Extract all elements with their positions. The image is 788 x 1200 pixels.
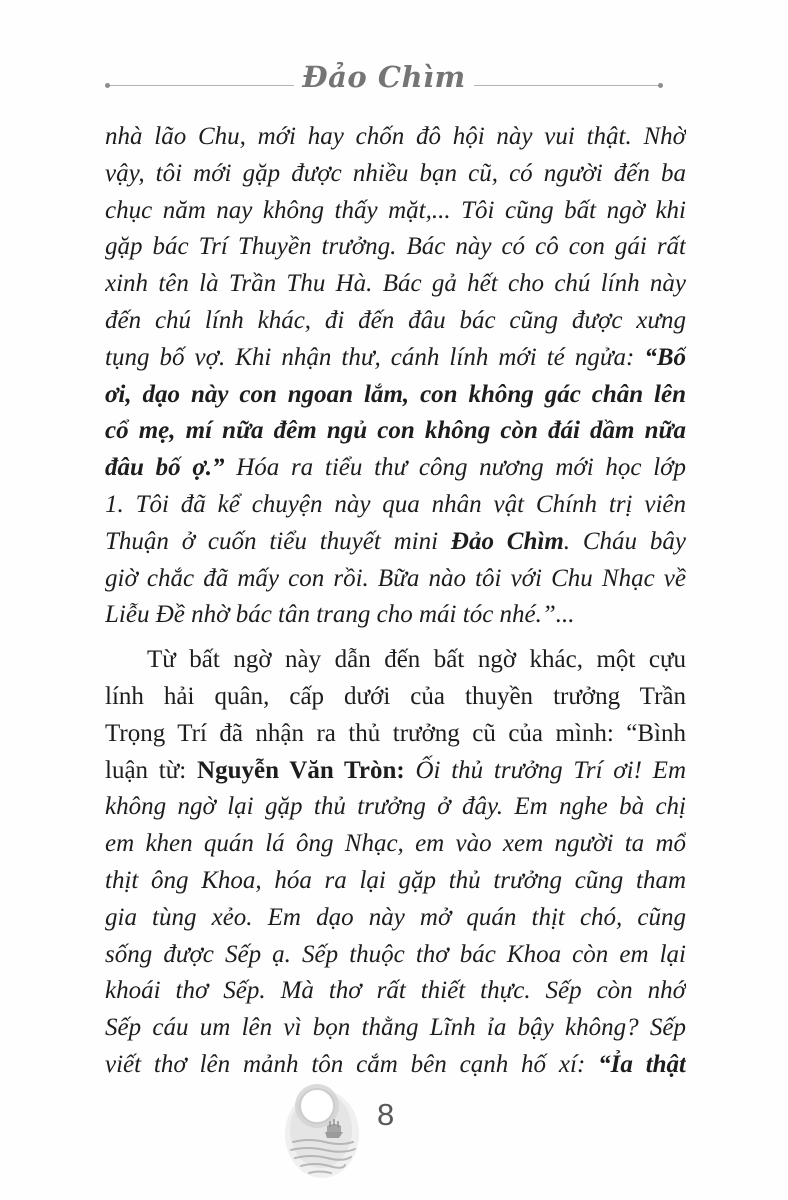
text-line — [105, 561, 686, 598]
text-line — [105, 597, 686, 634]
paragraph — [105, 642, 686, 1084]
text-line — [105, 973, 686, 1010]
text-segment: nhà lão Chu, mới hay chốn đô hội này vui thật. Nhờ — [105, 123, 686, 150]
text-line — [105, 1047, 686, 1084]
text-segment: gia tùng xẻo. Em dạo này mở quán thịt chó, cũng — [105, 903, 686, 931]
text-line — [105, 450, 686, 487]
text-segment: . Cháu bây — [563, 527, 686, 555]
text-segment: “Bố — [644, 343, 686, 371]
text-line — [105, 789, 686, 826]
text-line — [105, 487, 686, 524]
text-line — [105, 266, 686, 303]
text-segment: khoái thơ Sếp. Mà thơ rất thiết thực. Sếp còn nhớ — [105, 977, 686, 1005]
text-segment: chục năm nay không thấy mặt,... Tôi cũng bất ngờ khi — [105, 196, 686, 224]
text-segment: giờ chắc đã mấy con rồi. Bữa nào tôi với Chu Nhạc về — [105, 564, 686, 592]
text-segment: Sếp cáu um lên vì bọn thằng Lĩnh ỉa bậy không? Sếp — [105, 1014, 686, 1042]
text-line — [105, 524, 686, 561]
text-segment: luận từ: — [105, 756, 198, 784]
text-line — [105, 413, 686, 450]
text-segment: Từ bất ngờ này dẫn đến bất ngờ khác, một cựu — [147, 646, 686, 674]
text-segment: Ối thủ trưởng Trí ơi! Em — [415, 756, 686, 784]
text-segment: xinh tên là Trần Thu Hà. Bác gả hết cho chú lính này — [105, 270, 686, 298]
text-segment: vậy, tôi mới gặp được nhiều bạn cũ, có người đến ba — [105, 159, 686, 187]
paragraph — [105, 119, 686, 634]
text-segment — [405, 757, 416, 784]
text-line — [105, 642, 686, 679]
text-segment: tụng bố vợ. Khi nhận thư, cánh lính mới té ngửa: — [105, 343, 645, 371]
text-segment: lính hải quân, cấp dưới của thuyền trưởng Trần — [105, 682, 686, 710]
text-line — [105, 1010, 686, 1047]
text-segment: 1. Tôi đã kể chuyện này qua nhân vật Chính trị viên — [105, 490, 686, 518]
text-segment: đâu bố ợ.” — [105, 454, 225, 482]
text-line — [105, 156, 686, 193]
text-segment: sống được Sếp ạ. Sếp thuộc thơ bác Khoa còn em lại — [105, 940, 686, 968]
text-line — [105, 119, 686, 156]
text-line — [105, 377, 686, 414]
text-segment: Liễu Đề nhờ bác tân trang cho mái tóc nhé.”... — [105, 601, 575, 629]
text-line — [105, 863, 686, 900]
text-segment: Thuận ở cuốn tiểu thuyết mini — [105, 527, 451, 555]
text-line — [105, 193, 686, 230]
text-segment: Nguyễn Văn Tròn: — [197, 756, 405, 784]
text-segment: Đảo Chìm — [450, 527, 564, 555]
header-rule-right-dot — [658, 83, 663, 88]
text-line — [105, 900, 686, 937]
text-line — [105, 303, 686, 340]
text-segment: gặp bác Trí Thuyền trưởng. Bác này có cô con gái rất — [105, 233, 686, 261]
text-segment: ơi, dạo này con ngoan lắm, con không gác chân lên — [105, 380, 686, 408]
text-segment: Trọng Trí đã nhận ra thủ trưởng cũ của mình: “Bình — [105, 719, 686, 747]
text-segment: cổ mẹ, mí nữa đêm ngủ con không còn đái dầm nữa — [105, 417, 686, 445]
text-line — [105, 716, 686, 753]
text-line — [105, 826, 686, 863]
text-line — [105, 340, 686, 377]
text-line — [105, 753, 686, 790]
text-segment: đến chú lính khác, đi đến đâu bác cũng được xưng — [105, 306, 686, 334]
text-segment: viết thơ lên mảnh tôn cắm bên cạnh hố xí: — [105, 1050, 599, 1078]
text-line — [105, 679, 686, 716]
header-rule-left-line — [110, 85, 294, 86]
page-number: 8 — [377, 1097, 395, 1132]
text-segment: “Ỉa thật — [598, 1050, 686, 1078]
text-segment: em khen quán lá ông Nhạc, em vào xem người ta mổ — [105, 830, 686, 858]
text-segment: Hóa ra tiểu thư công nương mới học lớp — [224, 454, 686, 482]
moon-over-sea-illustration — [281, 1080, 365, 1180]
book-title: Đảo Chìm — [302, 60, 466, 94]
body-text — [105, 119, 686, 1084]
text-segment: không ngờ lại gặp thủ trưởng ở đây. Em nghe bà chị — [105, 793, 686, 821]
text-segment: thịt ông Khoa, hóa ra lại gặp thủ trưởng cũng tham — [105, 866, 686, 894]
text-line — [105, 229, 686, 266]
running-header — [105, 58, 663, 94]
header-rule-right-line — [474, 85, 658, 86]
text-line — [105, 937, 686, 974]
